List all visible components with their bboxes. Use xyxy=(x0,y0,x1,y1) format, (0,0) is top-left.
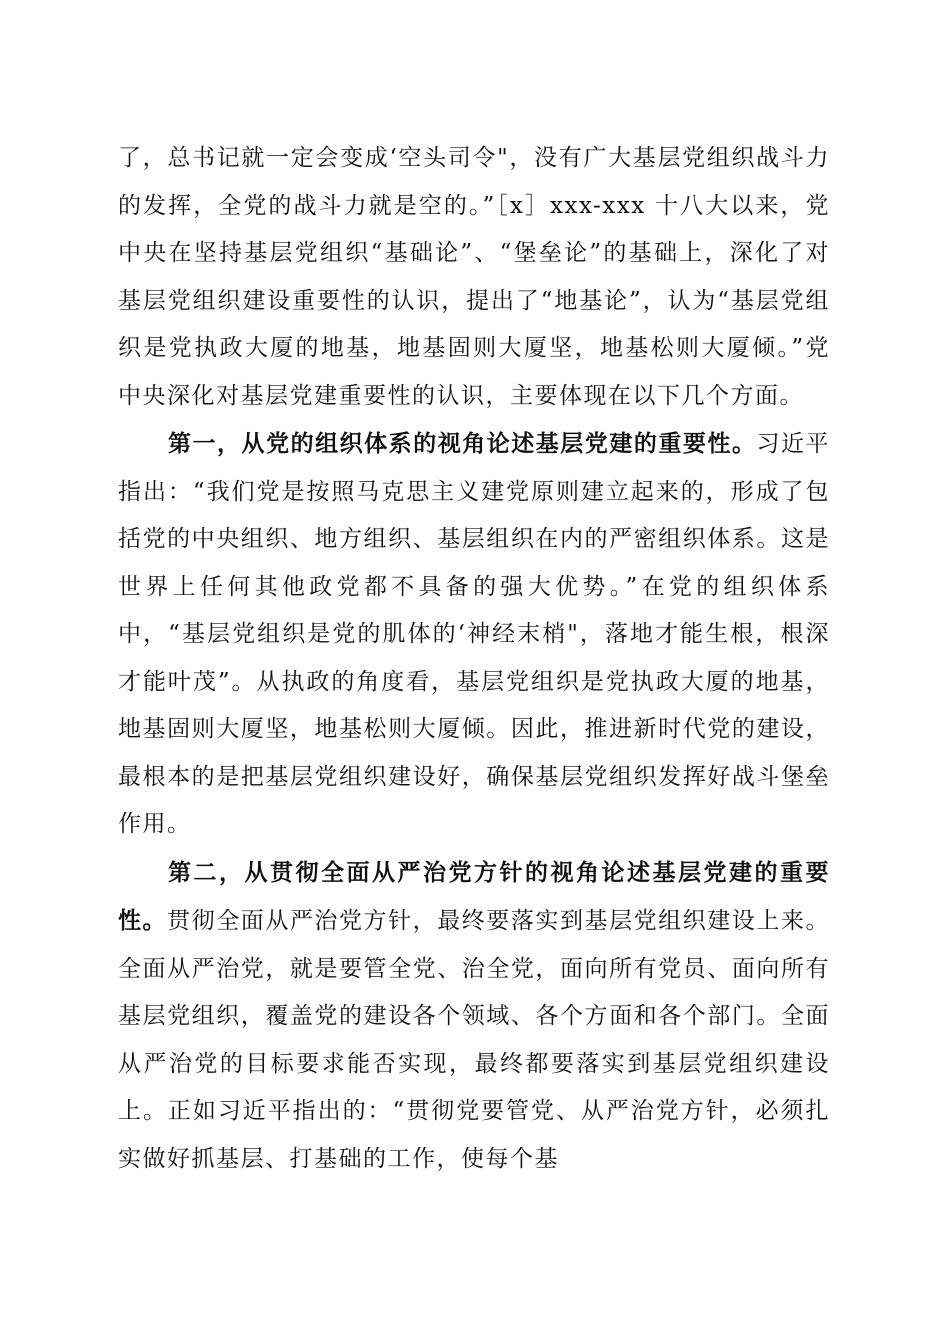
paragraph-2-lead: 第一，从党的组织体系的视角论述基层党建的重要性。 xyxy=(168,430,757,457)
paragraph-2-text: 习近平指出：“我们党是按照马克思主义建党原则建立起来的，形成了包括党的中央组织、地方组织、基层组织在内的严密组织体系。这是世界上任何其他政党都不具备的强大优势。”在党的组织体系中，“基层党组织是党的肌体的‘神经末梢"，落地才能生根，根深才能叶茂”。从执政的角度看，基层党组织是党执政大厦的地基，地基固则大厦坚，地基松则大厦倾。因此，推进新时代党的建设，最根本的是把基层党组织建设好，确保基层党组织发挥好战斗堡垒作用。 xyxy=(118,431,831,837)
paragraph-3 xyxy=(118,849,830,1184)
paragraph-1 xyxy=(118,135,830,420)
paragraph-3-lead: 第二，从贯彻全面从严治党方针的视角论述基层党建的重要性。 xyxy=(118,858,830,934)
paragraph-3-text: 贯彻全面从严治党方针，最终要落实到基层党组织建设上来。全面从严治党，就是要管全党、治全党，面向所有党员、面向所有基层党组织，覆盖党的建设各个领域、各个方面和各个部门。全面从严治党的目标要求能否实现，最终都要落实到基层党组织建设上。正如习近平指出的：“贯彻党要管党、从严治党方针，必须扎实做好抓基层、打基础的工作，使每个基 xyxy=(118,908,831,1172)
paragraph-2 xyxy=(118,420,830,849)
paragraph-1-text: 了，总书记就一定会变成‘空头司令"，没有广大基层党组织战斗力的发挥，全党的战斗力就是空的。”［x］xxx-xxx 十八大以来，党中央在坚持基层党组织“基础论”、“堡垒论”的基础上，深化了对基层党组织建设重要性的认识，提出了“地基论”，认为“基层党组织是党执政大厦的地基，地基固则大厦坚，地基松则大厦倾。”党中央深化对基层党建重要性的认识，主要体现在以下几个方面。 xyxy=(118,145,830,409)
document-body xyxy=(118,135,830,1183)
